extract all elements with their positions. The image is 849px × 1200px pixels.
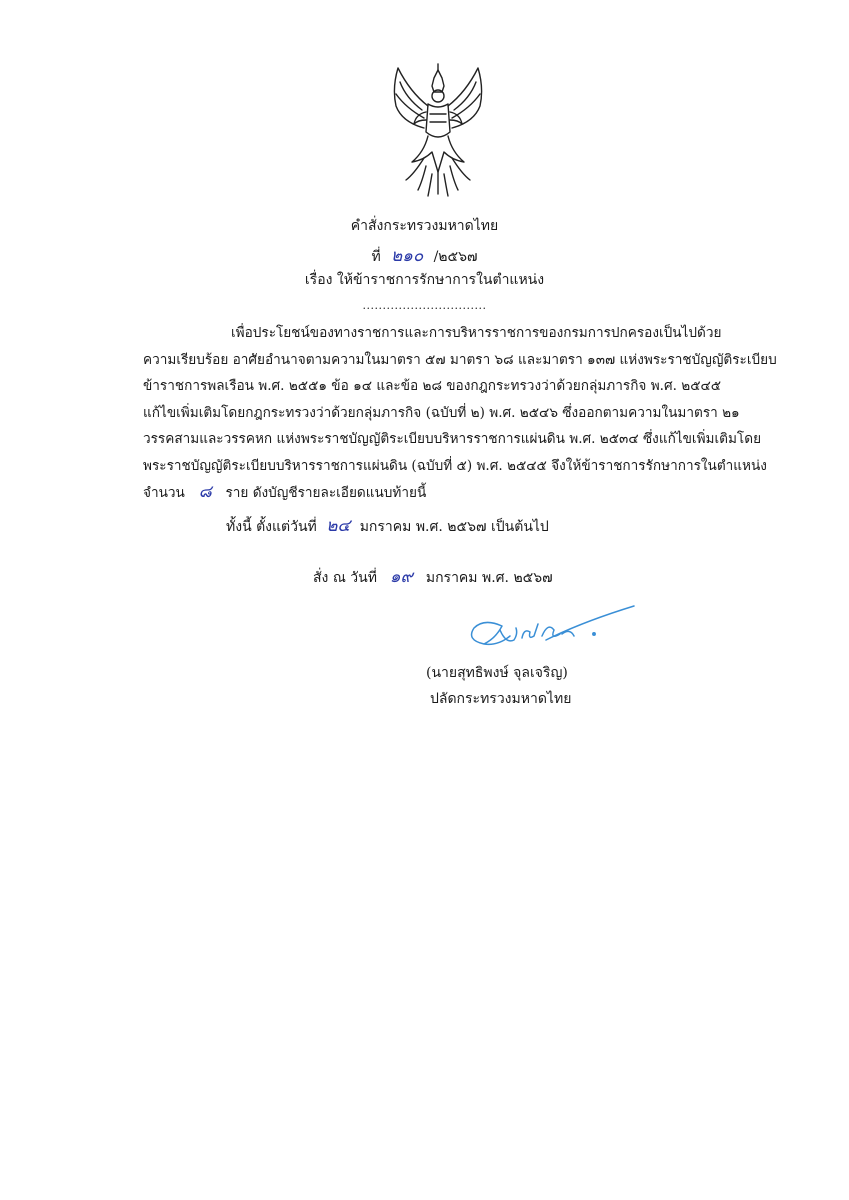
- signer-name: (นายสุทธิพงษ์ จุลเจริญ): [426, 665, 568, 681]
- effective-suffix: มกราคม พ.ศ. ๒๕๖๗ เป็นต้นไป: [359, 519, 549, 535]
- body-line-count: [143, 479, 708, 507]
- order-number-prefix: ที่: [371, 249, 381, 265]
- order-number-handwritten: ๒๑๐: [390, 246, 424, 266]
- order-title: คำสั่งกระทรวงมหาดไทย: [350, 218, 499, 234]
- given-date: [313, 563, 553, 590]
- effective-prefix: ทั้งนี้ ตั้งแต่วันที่: [226, 519, 317, 535]
- effective-date: [226, 512, 549, 539]
- count-handwritten: ๘: [198, 482, 212, 502]
- order-subject: เรื่อง ให้ข้าราชการรักษาการในตำแหน่ง: [304, 272, 545, 288]
- body-line: ความเรียบร้อย อาศัยอำนาจตามความในมาตรา ๕๗ มาตรา ๖๘ และมาตรา ๑๓๗ แห่งพระราชบัญญัติระเบียบ: [143, 351, 777, 368]
- divider-dots: ...............................: [362, 299, 487, 312]
- count-prefix: จำนวน: [143, 485, 185, 501]
- order-body: [143, 320, 777, 507]
- signature-icon: [462, 600, 642, 660]
- body-line: แก้ไขเพิ่มเติมโดยกฎกระทรวงว่าด้วยกลุ่มภารกิจ (ฉบับที่ ๒) พ.ศ. ๒๕๔๖ ซึ่งออกตามความในมาตรา ๒๑: [143, 404, 740, 421]
- order-number: [0, 246, 849, 267]
- garuda-emblem-icon: [384, 62, 492, 200]
- effective-day-handwritten: ๒๔: [326, 516, 351, 536]
- given-day-handwritten: ๑๙: [389, 567, 414, 587]
- order-number-suffix: /๒๕๖๗: [433, 249, 478, 265]
- count-suffix: ราย ดังบัญชีรายละเอียดแนบท้ายนี้: [225, 485, 427, 501]
- signer-title: ปลัดกระทรวงมหาดไทย: [430, 691, 572, 707]
- body-line: ข้าราชการพลเรือน พ.ศ. ๒๕๕๑ ข้อ ๑๔ และข้อ ๒๘ ของกฎกระทรวงว่าด้วยกลุ่มภารกิจ พ.ศ. ๒๕๔๕: [143, 378, 722, 394]
- body-line: พระราชบัญญัติระเบียบบริหารราชการแผ่นดิน (ฉบับที่ ๕) พ.ศ. ๒๕๔๕ จึงให้ข้าราชการรักษาการในตำแหน่ง: [143, 457, 767, 474]
- body-line: วรรคสามและวรรคหก แห่งพระราชบัญญัติระเบียบบริหารราชการแผ่นดิน พ.ศ. ๒๕๓๔ ซึ่งแก้ไขเพิ่มเติมโดย: [143, 431, 762, 447]
- body-line: เพื่อประโยชน์ของทางราชการและการบริหารราชการของกรมการปกครองเป็นไปด้วย: [231, 325, 722, 341]
- given-prefix: สั่ง ณ วันที่: [313, 570, 377, 586]
- given-suffix: มกราคม พ.ศ. ๒๕๖๗: [425, 570, 553, 586]
